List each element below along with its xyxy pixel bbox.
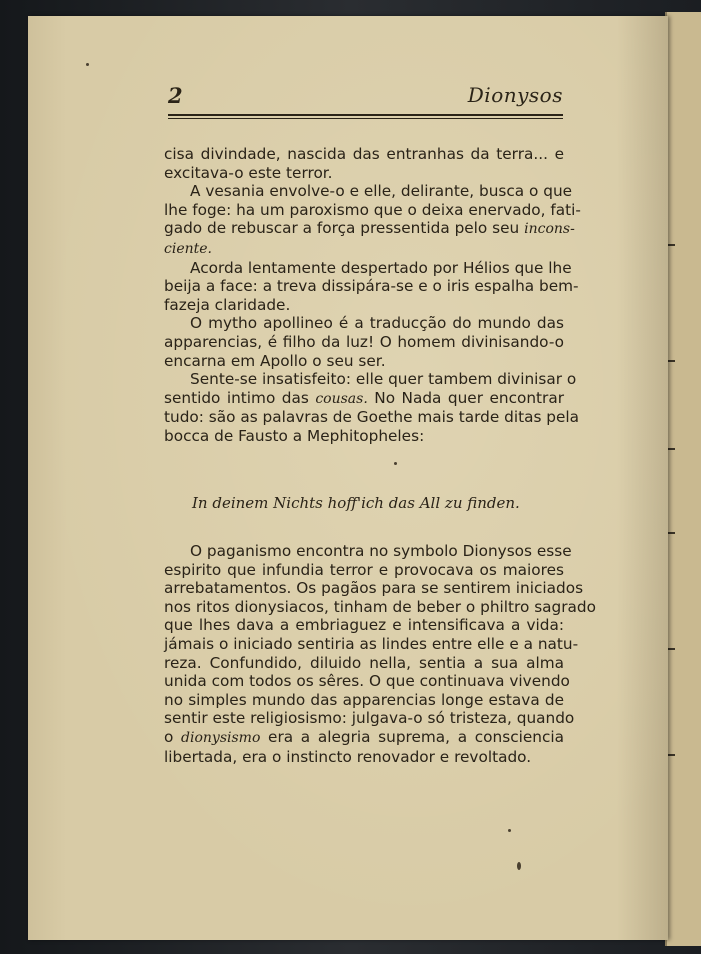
italic-word: incons-	[524, 221, 575, 238]
text-line: apparencias, é filho da luz! O homem divinisando-o	[164, 332, 564, 351]
text-line: tudo: são as palavras de Goethe mais tarde ditas pela	[164, 408, 580, 427]
text-segment: era a alegria suprema, a consciencia	[260, 727, 564, 746]
body-text-bottom	[164, 542, 596, 766]
text-line	[164, 728, 564, 748]
text-segment: sentido intimo das	[164, 388, 316, 407]
text-line: jámais o iniciado sentiria as lindes entre elle e a natu-	[164, 634, 579, 653]
page-number: 2	[168, 83, 183, 108]
adjacent-page-edge	[665, 12, 701, 946]
text-segment: No Nada quer encontrar	[367, 388, 564, 407]
text-line: O mytho apollineo é a traducção do mundo das	[190, 314, 564, 333]
text-segment: o	[164, 727, 182, 746]
header-rule	[168, 114, 563, 119]
body-text-top	[164, 145, 581, 446]
text-line: A vesania envolve-o e elle, delirante, busca o que	[190, 182, 573, 201]
paper-speck	[394, 462, 397, 465]
text-line: bocca de Fausto a Mephitopheles:	[164, 426, 425, 445]
text-line: Sente-se insatisfeito: elle quer tambem divinisar o	[190, 370, 577, 389]
text-line	[164, 219, 575, 239]
text-line: arrebatamentos. Os pagãos para se sentirem iniciados	[164, 579, 584, 598]
text-line	[164, 239, 564, 259]
text-line: unida com todos os sêres. O que continuava vivendo	[164, 672, 570, 691]
text-line: que lhes dava a embriaguez e intensificava a vida:	[164, 616, 564, 635]
text-line: lhe foge: ha um paroxismo que o deixa enervado, fati-	[164, 200, 581, 219]
italic-word: dionysismo	[181, 729, 261, 746]
text-line	[164, 389, 564, 409]
text-line: O paganismo encontra no symbolo Dionysos esse	[190, 542, 572, 560]
text-line: nos ritos dionysiacos, tinham de beber o philtro sagrado	[164, 597, 596, 616]
paper-speck	[86, 63, 89, 66]
paper-speck	[517, 862, 521, 870]
text-line: libertada, era o instincto renovador e revoltado.	[164, 747, 532, 766]
text-line: cisa divindade, nascida das entranhas da terra... e	[164, 145, 564, 163]
page-header	[168, 83, 563, 113]
text-line: Acorda lentamente despertado por Hélios que lhe	[190, 258, 572, 277]
italic-word: cousas.	[315, 390, 368, 407]
text-line: reza. Confundido, diluido nella, sentia a sua alma	[164, 653, 564, 672]
text-line: espirito que infundia terror e provocava os maiores	[164, 560, 564, 579]
italic-word: ciente.	[164, 240, 212, 257]
running-title: Dionysos	[467, 83, 563, 107]
text-segment: gado de rebuscar a força pressentida pelo seu	[164, 219, 525, 238]
paper-speck	[508, 829, 511, 832]
text-line: no simples mundo das apparencias longe estava de	[164, 690, 564, 709]
text-line: beija a face: a treva dissipára-se e o iris espalha bem-	[164, 277, 579, 296]
text-line: excitava-o este terror.	[164, 163, 333, 182]
text-line: encarna em Apollo o seu ser.	[164, 351, 386, 370]
text-line: fazeja claridade.	[164, 295, 291, 314]
german-quote: In deinem Nichts hoff'ich das All zu finden.	[192, 494, 520, 512]
text-line: sentir este religiosismo: julgava-o só tristeza, quando	[164, 709, 575, 728]
